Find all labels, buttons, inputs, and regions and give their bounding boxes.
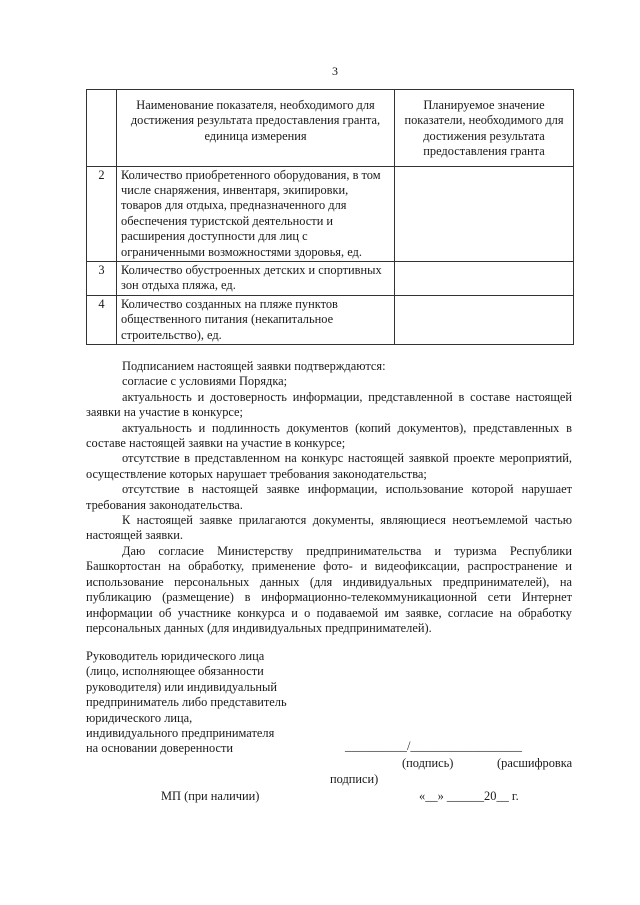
row-planned-value <box>395 166 574 261</box>
signer-line: индивидуального предпринимателя <box>86 726 275 741</box>
row-number: 3 <box>87 262 117 296</box>
decode-label-continued: подписи) <box>330 772 379 786</box>
confirmation-item: отсутствие в представленном на конкурс настоящей заявкой проекте мероприятий, осуществление которых нарушает требования законодательства; <box>86 451 572 481</box>
table-row <box>87 295 574 344</box>
indicators-table <box>86 89 574 345</box>
row-indicator-name: Количество созданных на пляже пунктов общественного питания (некапитальное строительство), ед. <box>117 295 395 344</box>
confirmation-intro: Подписанием настоящей заявки подтверждаются: <box>122 359 386 373</box>
stamp-label: МП (при наличии) <box>161 789 260 803</box>
confirmation-list <box>86 359 572 636</box>
row-indicator-name: Количество приобретенного оборудования, в том числе снаряжения, инвентаря, экипировки, товаров для отдыха, предназначенного для обеспечения туристской деятельности и расширения доступности для лиц с ограниченными возможностями здоровья, ед. <box>117 166 395 261</box>
table-row <box>87 262 574 296</box>
row-planned-value <box>395 295 574 344</box>
row-planned-value <box>395 262 574 296</box>
confirmation-item: актуальность и подлинность документов (копий документов), представленных в составе настоящей заявки на участие в конкурсе; <box>86 420 572 451</box>
header-planned-value: Планируемое значение показатели, необходимого для достижения результата предоставления гранта <box>395 90 574 167</box>
confirmation-item: согласие с условиями Порядка; <box>122 374 288 389</box>
signer-block <box>86 649 336 757</box>
consent-paragraph: Даю согласие Министерству предпринимательства и туризма Республики Башкортостан на обработку, применение фото- и видеофиксации, распространение и использование персональных данных (для индивидуальных предпринимателей), на публикацию (размещение) в информационно-телекоммуникационной сети Интернет информации об участнике конкурса и о подаваемой им заявке, согласие на обработку персональных данных (для индивидуальных предпринимателей). <box>86 543 572 635</box>
signature-line: __________/__________________ <box>345 739 522 753</box>
row-number: 2 <box>87 166 117 261</box>
attachments-paragraph: К настоящей заявке прилагаются документы, являющиеся неотъемлемой частью настоящей заявки. <box>86 513 572 543</box>
confirmation-item: отсутствие в настоящей заявке информации, использование которой нарушает требования законодательства. <box>86 482 572 512</box>
signer-line: юридического лица, <box>86 710 193 725</box>
table-header-row <box>87 90 574 167</box>
row-number: 4 <box>87 295 117 344</box>
signer-line: (лицо, исполняющее обязанности <box>86 664 264 679</box>
signer-line: руководителя) или индивидуальный <box>86 679 277 694</box>
row-indicator-name: Количество обустроенных детских и спортивных зон отдыха пляжа, ед. <box>117 262 395 296</box>
confirmation-item: актуальность и достоверность информации, представленной в составе настоящей заявки на участие в конкурсе; <box>86 389 572 420</box>
page-number: 3 <box>332 64 338 78</box>
header-indicator-name: Наименование показателя, необходимого для достижения результата предоставления гранта, единица измерения <box>117 90 395 167</box>
table-row <box>87 166 574 261</box>
decode-label: (расшифровка <box>497 756 573 770</box>
signature-label: (подпись) <box>402 756 454 770</box>
signer-line: на основании доверенности <box>86 741 234 756</box>
signer-line: Руководитель юридического лица <box>86 649 265 663</box>
date-line: «__» ______20__ г. <box>419 789 519 803</box>
header-num-cell <box>87 90 117 167</box>
signer-line: предприниматель либо представитель <box>86 695 287 710</box>
